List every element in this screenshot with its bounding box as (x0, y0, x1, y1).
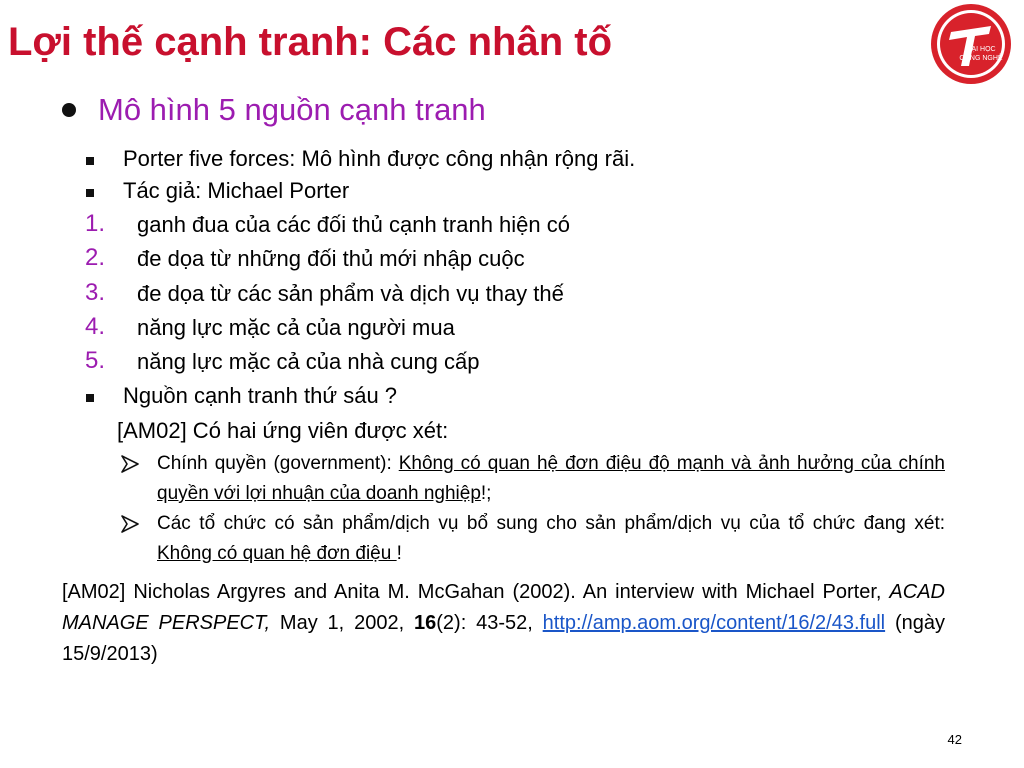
force-number: 5. (85, 347, 106, 374)
bullet-author: Tác giả: Michael Porter (123, 178, 350, 203)
square-bullet-icon (86, 394, 94, 402)
candidate-government: Chính quyền (government): Không có quan hệ đơn điệu độ mạnh và ảnh hưởng của chính quyền với lợi nhuận của doanh nghiệp!; (157, 453, 945, 504)
force-item: năng lực mặc cả của nhà cung cấp (137, 349, 480, 374)
reference-volume: 16 (414, 612, 437, 634)
arrow-bullet-icon (121, 455, 139, 473)
bullet-dot-icon (62, 103, 76, 117)
slide-title: Lợi thế cạnh tranh: Các nhân tố (8, 20, 613, 64)
candidate-complementors-claim: Không có quan hệ đơn điệu (157, 543, 397, 564)
force-number: 3. (85, 279, 106, 306)
university-logo (929, 2, 1013, 86)
candidates-intro: [AM02] Có hai ứng viên được xét: (117, 418, 449, 443)
candidate-government-claim: Không có quan hệ đơn điệu độ mạnh và ảnh hưởng của chính quyền với lợi nhuận của doanh nghiệp (157, 453, 945, 504)
university-logo-icon (929, 2, 1013, 86)
bullet-porter: Porter five forces: Mô hình được công nhận rộng rãi. (123, 146, 636, 171)
reference: [AM02] Nicholas Argyres and Anita M. McGahan (2002). An interview with Michael Porter, ACAD MANAGE PERSPECT, May 1, 2002, 16(2): 43-52, http://amp.aom.org/content/16/2/43.full (ngày 15/9/2013) (62, 581, 945, 665)
main-bullet (62, 92, 486, 128)
svg-text:CÔNG NGHỆ: CÔNG NGHỆ (959, 55, 1003, 62)
force-item: đe dọa từ các sản phẩm và dịch vụ thay thế (137, 281, 564, 306)
force-item: ganh đua của các đối thủ cạnh tranh hiện có (137, 212, 570, 237)
page-number: 42 (947, 732, 962, 747)
svg-text:ĐẠI HỌC: ĐẠI HỌC (966, 46, 996, 53)
force-item: năng lực mặc cả của người mua (137, 315, 455, 340)
square-bullet-icon (86, 157, 94, 165)
force-number: 1. (85, 210, 106, 237)
arrow-bullet-icon (121, 515, 139, 533)
force-number: 2. (85, 244, 106, 271)
candidate-complementors: Các tổ chức có sản phẩm/dịch vụ bổ sung cho sản phẩm/dịch vụ của tổ chức đang xét: Không có quan hệ đơn điệu ! (157, 513, 945, 564)
bullet-sixth-force: Nguồn cạnh tranh thứ sáu ? (123, 383, 398, 408)
square-bullet-icon (86, 189, 94, 197)
force-number: 4. (85, 313, 106, 340)
reference-journal: ACAD MANAGE PERSPECT, (62, 581, 945, 634)
reference-link[interactable]: http://amp.aom.org/content/16/2/43.full (542, 612, 886, 634)
force-item: đe dọa từ những đối thủ mới nhập cuộc (137, 246, 525, 271)
main-bullet-text: Mô hình 5 nguồn cạnh tranh (98, 92, 486, 127)
